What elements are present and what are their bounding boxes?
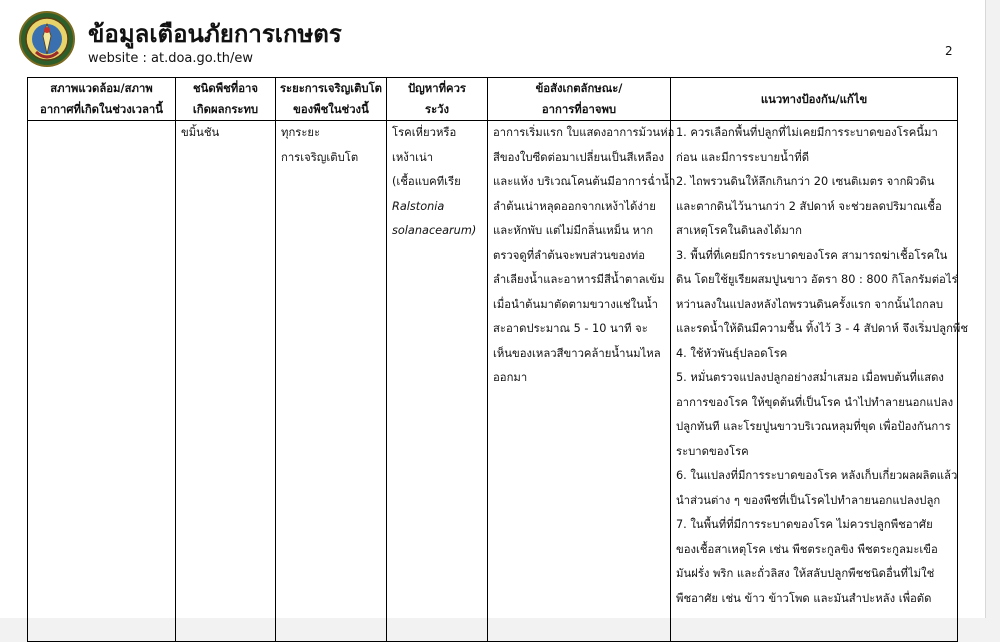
page-title: ข้อมูลเตือนภัยการเกษตร [88,20,342,48]
doa-logo [18,10,76,68]
header-growth-stage: ระยะการเจริญเติบโต ของพืชในช่วงนี้ [276,78,387,121]
pathogen-species: solanacearum) [392,224,477,237]
warning-table [27,77,969,642]
table-row [28,121,958,642]
header-prevention: แนวทางป้องกัน/แก้ไข [671,78,958,121]
cell-prevention: 1. ควรเลือกพื้นที่ปลูกที่ไม่เคยมีการระบาดของโรคนี้มา ก่อน และมีการระบายน้ำที่ดี 2. ไถพรวนดินให้ลึกเกินกว่า 20 เซนติเมตร จากผิวดิน และตากดินไว้นานกว่า 2 สัปดาห์ จะช่วยลดปริมาณเชื้อ สาเหตุโรคในดินลงได้มาก 3. พื้นที่ที่เคยมีการระบาดของโรค สามารถฆ่าเชื้อโรคใน ดิน โดยใช้ยูเรียผสมปูนขาว อัตรา 80 : 800 กิโลกรัมต่อไร่ หว่านลงในแปลงหลังไถพรวนดินครั้งแรก จากนั้นไถกลบ และรดน้ำให้ดินมีความชื้น ทิ้งไว้ 3 - 4 สัปดาห์ จึงเริ่มปลูกพืช 4. ใช้หัวพันธุ์ปลอดโรค 5. หมั่นตรวจแปลงปลูกอย่างสม่ำเสมอ เมื่อพบต้นที่แสดง อาการของโรค ให้ขุดต้นที่เป็นโรค นำไปทำลายนอกแปลง ปลูกทันที และโรยปูนขาวบริเวณหลุมที่ขุด เพื่อป้องกันการ ระบาดของโรค 6. ในแปลงที่มีการระบาดของโรค หลังเก็บเกี่ยวผลผลิตแล้ว นำส่วนต่าง ๆ ของพืชที่เป็นโรคไปทำลายนอกแปลงปลูก 7. ในพื้นที่ที่มีการระบาดของโรค ไม่ควรปลูกพืชอาศัย ของเชื้อสาเหตุโรค เช่น พืชตระกูลขิง พืชตระกูลมะเขือ มันฝรั่ง พริก และถั่วลิสง ให้สลับปลูกพืชชนิดอื่นที่ไม่ใช่ พืชอาศัย เช่น ข้าว ข้าวโพด และมันสำปะหลัง เพื่อตัด [671,121,958,642]
page-number: 2 [945,44,953,58]
cell-stage: ทุกระยะ การเจริญเติบโต [276,121,387,642]
website-text: website : at.doa.go.th/ew [88,51,253,66]
header-symptoms: ข้อสังเกตลักษณะ/ อาการที่อาจพบ [488,78,671,121]
cell-plant: ขมิ้นชัน [176,121,276,642]
cell-environment [28,121,176,642]
header-problem: ปัญหาที่ควร ระวัง [387,78,488,121]
scrollbar[interactable] [986,0,1000,618]
cell-symptoms: อาการเริ่มแรก ใบแสดงอาการม้วนห่อ สีของใบซีดต่อมาเปลี่ยนเป็นสีเหลือง และแห้ง บริเวณโคนต้นมีอาการฉ่ำน้ำ ลำต้นเน่าหลุดออกจากเหง้าได้ง่าย และหักพับ แต่ไม่มีกลิ่นเหม็น หาก ตรวจดูที่ลำต้นจะพบส่วนของท่อ ลำเลียงน้ำและอาหารมีสีน้ำตาลเข้ม เมื่อนำต้นมาตัดตามขวางแช่ในน้ำ สะอาดประมาณ 5 - 10 นาที จะ เห็นของเหลวสีขาวคล้ายน้ำนมไหล ออกมา [488,121,671,642]
pathogen-genus: Ralstonia [392,199,445,213]
header-environment: สภาพแวดล้อม/สภาพ อากาศที่เกิดในช่วงเวลานี้ [28,78,176,121]
cell-problem: โรคเหี่ยวหรือ เหง้าเน่า (เชื้อแบคทีเรีย Ralstonia solanacearum) [387,121,488,642]
header-plant-type: ชนิดพืชที่อาจ เกิดผลกระทบ [176,78,276,121]
header-row [28,78,958,121]
